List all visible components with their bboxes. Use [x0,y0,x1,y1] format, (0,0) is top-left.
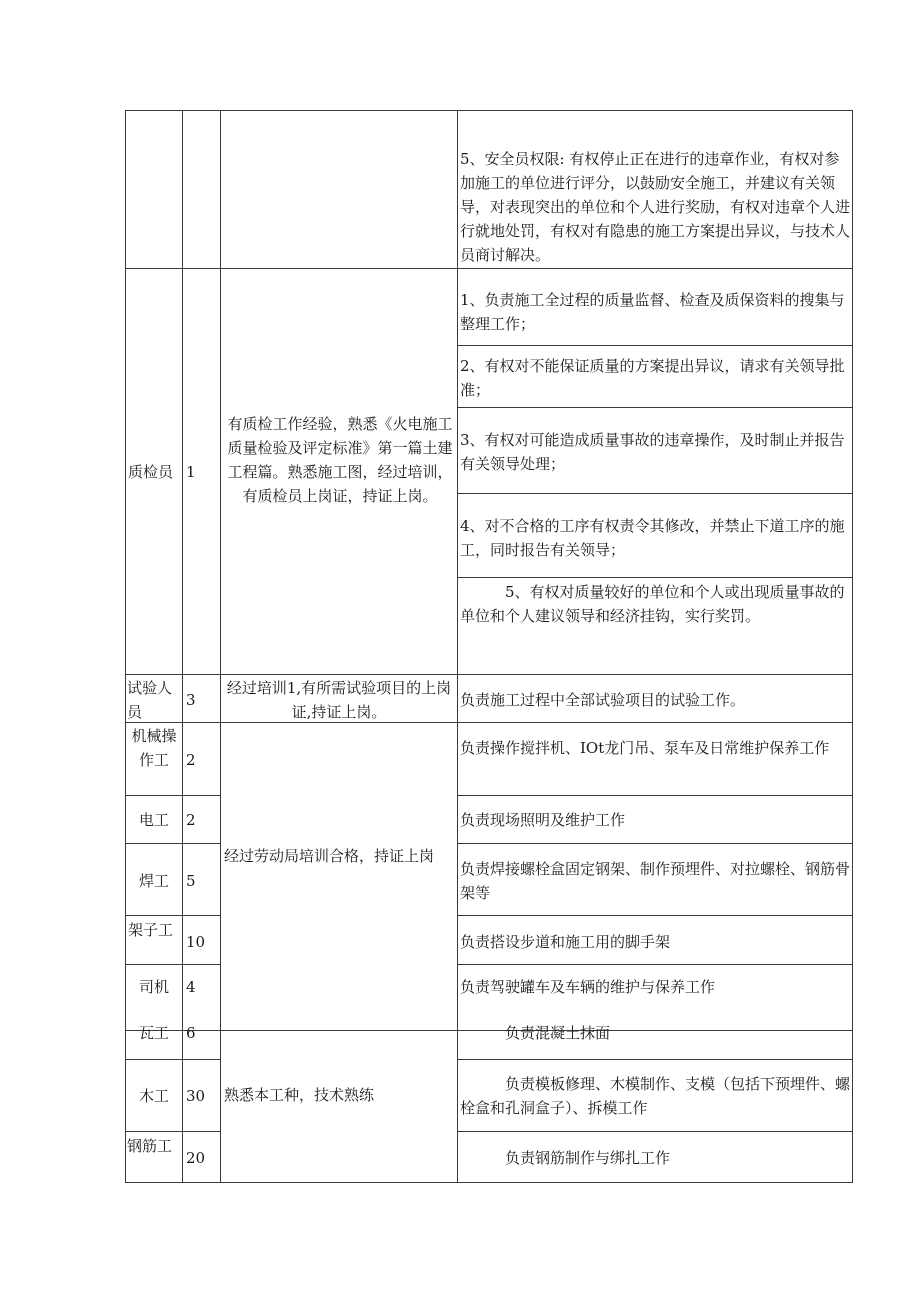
labor-duty-welder: 负责焊接螺栓盒固定钢架、制作预埋件、对拉螺栓、钢筋骨架等 [460,860,851,902]
trade-duty-carpenter: 负责模板修理、木模制作、支模（包括下预埋件、螺栓盒和孔洞盒子）、拆模工作 [460,1075,851,1117]
test-requirement: 经过培训1,有所需试验项目的上岗证,持证上岗。 [226,679,452,721]
trade-duty-rebar: 负责钢筋制作与绑扎工作 [505,1149,671,1167]
quality-duty-3: 3、有权对可能造成质量事故的违章操作，及时制止并报告有关领导处理； [460,431,845,473]
trade-role-rebar: 钢筋工 [127,1137,173,1155]
trade-requirement: 熟悉本工种，技术熟练 [224,1086,375,1104]
test-role: 试验人员 [127,679,173,721]
trade-count-carpenter: 30 [186,1087,206,1105]
quality-duty-2: 2、有权对不能保证质量的方案提出异议，请求有关领导批准； [460,357,845,399]
labor-duty-electrician: 负责现场照明及维护工作 [460,811,626,829]
labor-count-scaffolder: 10 [186,933,206,951]
quality-duty-4: 4、对不合格的工序有权责令其修改，并禁止下道工序的施工，同时报告有关领导； [460,517,845,559]
test-duty: 负责施工过程中全部试验项目的试验工作。 [460,691,746,709]
test-count: 3 [186,691,196,709]
security-duty-5: 5、安全员权限: 有权停止正在进行的违章作业，有权对参加施工的单位进行评分，以鼓励安全施工，并建议有关领导，对表现突出的单位和个人进行奖励，有权对违章个人进行就地处罚，有权对有隐患的施工方案提出异议，与技术人员商讨解决。 [460,150,851,264]
labor-count-welder: 5 [186,872,196,890]
quality-count: 1 [186,463,196,481]
labor-role-driver: 司机 [138,978,169,996]
trade-duty-mason: 负责混凝土抹面 [505,1024,611,1042]
trade-role-mason: 瓦工 [138,1024,169,1042]
labor-role-electrician: 电工 [138,811,169,829]
labor-duty-scaffolder: 负责搭设步道和施工用的脚手架 [460,933,671,951]
labor-duty-machine: 负责操作搅拌机、IOt龙门吊、泵车及日常维护保养工作 [460,739,830,757]
labor-role-welder: 焊工 [138,872,169,890]
labor-duty-driver: 负责驾驶罐车及车辆的维护与保养工作 [460,978,716,996]
trade-role-carpenter: 木工 [138,1087,169,1105]
trade-count-rebar: 20 [186,1149,206,1167]
quality-duty-1: 1、负责施工全过程的质量监督、检查及质保资料的搜集与整理工作； [460,291,845,333]
quality-duty-5: 5、有权对质量较好的单位和个人或出现质量事故的单位和个人建议领导和经济挂钩，实行奖罚。 [460,583,845,625]
labor-role-machine: 机械操作工 [131,727,177,769]
labor-role-scaffolder: 架子工 [128,921,174,939]
labor-count-electrician: 2 [186,811,196,829]
quality-requirement: 有质检工作经验，熟悉《火电施工质量检验及评定标准》第一篇土建工程篇。熟悉施工图，经过培训，有质检员上岗证，持证上岗。 [227,415,453,505]
labor-count-machine: 2 [186,751,196,769]
labor-count-driver: 4 [186,978,196,996]
quality-role: 质检员 [128,463,174,481]
labor-requirement: 经过劳动局培训合格，持证上岗 [224,847,435,865]
trade-count-mason: 6 [186,1024,196,1042]
